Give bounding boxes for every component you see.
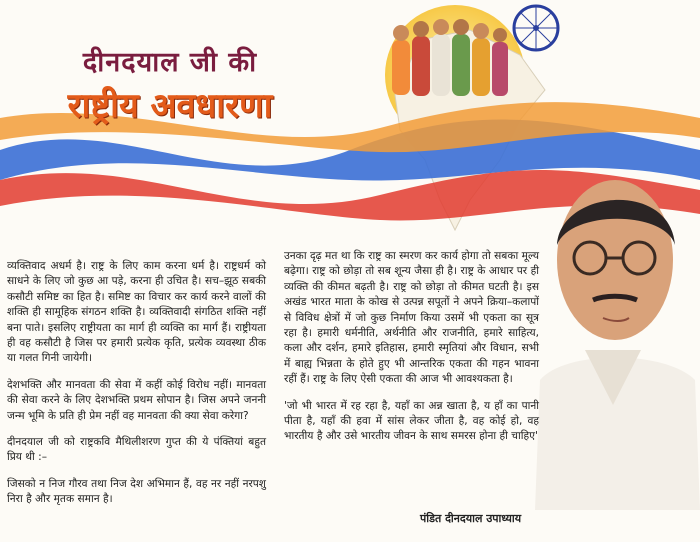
- right-column: [284, 249, 539, 456]
- title-line-1: दीनदयाल जी की: [82, 47, 258, 78]
- title-line-2: राष्ट्रीय अवधारणा: [67, 86, 273, 126]
- paragraph: दीनदयाल जी को राष्ट्रकवि मैथिलीशरण गुप्त की ये पंक्तियां बहुत प्रिय थी :–: [7, 436, 266, 464]
- left-column: [7, 259, 266, 519]
- portrait: [525, 150, 700, 510]
- article-title: [40, 42, 300, 127]
- paragraph: देशभक्ति और मानवता की सेवा में कहीं कोई विरोध नहीं। मानवता की सेवा करने के लिए देशभक्ति प्रथम सोपान है। जिस अपने जननी जन्म भूमि के प्रति ही प्रेम नहीं वह मानवता की क्या सेवा करेगा?: [7, 378, 266, 422]
- paragraph: व्यक्तिवाद अधर्म है। राष्ट्र के लिए काम करना धर्म है। राष्ट्रधर्म को साधने के लिए जो कुछ आ पड़े, करना ही उचित है। सच–झूठ सबकी कसौटी समिष्ट का हित है। समिष्ट का विचार कर कार्य करने वालों की शक्ति ही सामूहिक संगठन शक्ति है। व्यक्तिवादी संगठित शक्ति नहीं बना पाते। इसलिए राष्ट्रीयता का मार्ग ही व्यक्ति का मार्ग हैं। राष्ट्रीयता ही वह कसौटी है जिस पर हमारी प्रत्येक कृति, प्रत्येक व्यवस्था ठीक या गलत गिनी जायेगी।: [7, 260, 266, 365]
- paragraph: उनका दृढ़ मत था कि राष्ट्र का स्मरण कर कार्य होगा तो सबका मूल्य बढ़ेगा। राष्ट्र को छोड़ा तो सब शून्य जैसा ही है। राष्ट्र के आधार पर ही व्यक्ति की कीमत बढ़ती है। राष्ट्र को छोड़ा तो कीमत घटती है। इस अखंड भारत माता के कोख से उत्पन्न सपूतों ने अपने क्रिया–कलापों से विविध क्षेत्रों में जो कुछ निर्माण किया उसमें भी एकता का सूत्र रहा है। हमारी धर्मनीति, अर्थनीति और राजनीति, हमारे साहित्य, कला और दर्शन, हमारे इतिहास, हमारी स्मृतियां और विधान, सभी में बाह्य भिन्नता के होते हुए भी आन्तरिक एकता की गहन भावना रहीं हैं। राष्ट्र के लिए ऐसी एकता की आज भी आवश्यकता है।: [284, 250, 539, 386]
- poem-quote: जिसको न निज गौरव तथा निज देश अभिमान हैं, वह नर नहीं नरपशु निरा है और मृतक समान है।: [7, 477, 266, 506]
- ashoka-chakra-icon: [514, 6, 558, 50]
- quote-paragraph: 'जो भी भारत में रह रहा है, यहाँ का अन्न खाता है, य हाँ का पानी पीता है, यहाँ की हवा में सांस लेकर जीता है, वह कोई हो, वह भारतीय है और उसे भारतीय जीवन के साथ समरस होना ही चाहिए': [284, 399, 539, 443]
- signature: पंडित दीनदयाल उपाध्याय: [420, 512, 522, 525]
